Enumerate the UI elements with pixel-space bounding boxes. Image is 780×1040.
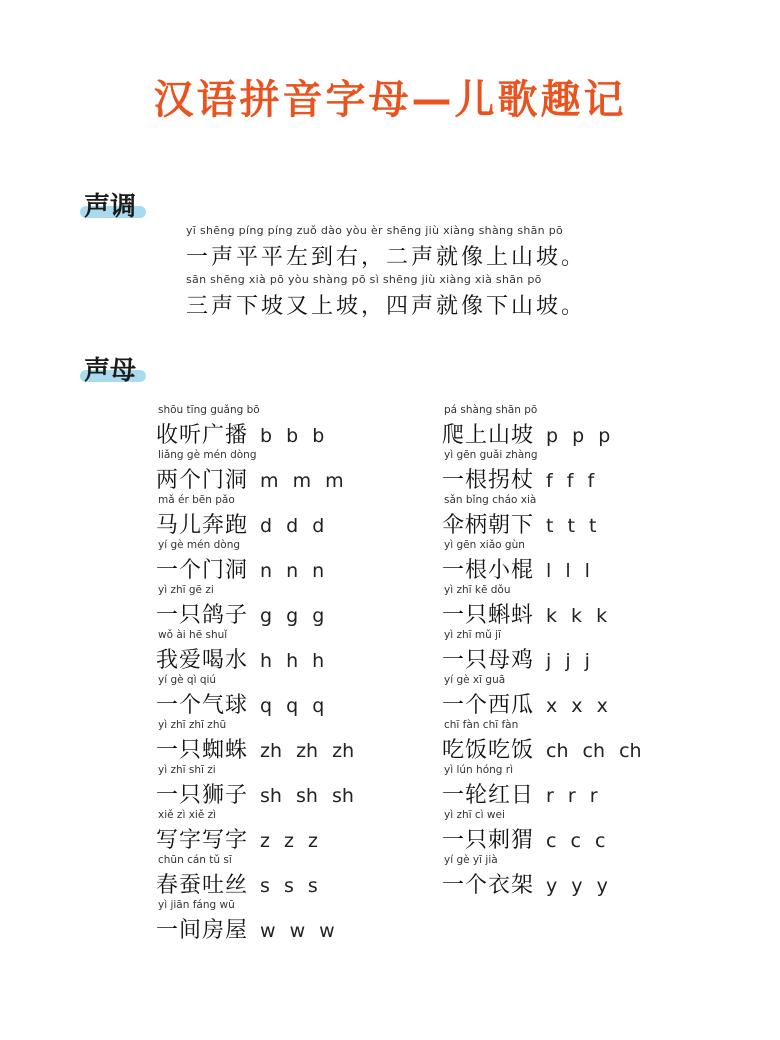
rhyme-pinyin: yí gè yī jià [444,854,498,866]
consonant-rhyme [156,404,324,449]
rhyme-text: 一根小棍 [442,558,535,583]
consonant-rhyme [442,584,607,629]
consonant-letters: n n n [260,560,325,582]
rhyme-pinyin: yì zhī mǔ jī [444,629,501,641]
consonant-letters: t t t [546,515,597,537]
rhyme-pinyin: liǎng gè mén dòng [158,449,257,461]
rhyme-text: 吃饭吃饭 [442,738,535,763]
consonant-rhyme [442,854,608,899]
rhyme-pinyin: pá shàng shān pō [444,404,538,416]
rhyme-pinyin: sǎn bǐng cháo xià [444,494,537,506]
rhyme-row [156,508,324,539]
page-title: 汉语拼音字母—儿歌趣记 [153,77,627,123]
rhyme-pinyin: mǎ ér bēn pǎo [158,494,235,506]
rhyme-pinyin: chūn cán tǔ sī [158,854,232,866]
consonant-letters: y y y [546,875,608,897]
consonant-rhyme [156,674,324,719]
rhyme-row [156,463,344,494]
consonant-rhyme [156,854,318,899]
rhyme-pinyin: yì jiān fáng wū [158,899,235,911]
consonant-letters: w w w [260,920,335,942]
consonant-rhyme [442,719,642,764]
rhyme-text: 我爱喝水 [156,648,249,673]
consonant-rhyme [442,449,594,494]
rhyme-pinyin: yì zhī gē zi [158,584,214,596]
rhyme-pinyin: yì zhī cì wei [444,809,505,821]
consonant-rhyme [156,629,324,674]
rhyme-pinyin: shōu tīng guǎng bō [158,404,260,416]
rhyme-text: 爬上山坡 [442,423,535,448]
rhyme-pinyin: yí gè qì qiú [158,674,217,686]
consonant-rhyme [156,899,335,944]
consonant-letters: m m m [260,470,344,492]
consonant-letters: d d d [260,515,325,537]
rhyme-text: 春蚕吐丝 [156,873,249,898]
rhyme-row [442,418,610,449]
consonant-letters: h h h [260,650,325,672]
rhyme-row [442,598,607,629]
consonant-rhyme [442,629,590,674]
rhyme-text: 一个门洞 [156,558,249,583]
rhyme-row [156,733,354,764]
consonant-letters: f f f [546,470,595,492]
rhyme-row [442,463,594,494]
rhyme-row [156,643,324,674]
rhyme-row [156,778,354,809]
rhyme-text: 一个衣架 [442,873,535,898]
rhyme-text: 写字写字 [156,828,249,853]
consonant-letters: r r r [546,785,598,807]
rhyme-text: 两个门洞 [156,468,249,493]
tone-line [186,224,586,271]
rhyme-pinyin: yì zhī zhī zhū [158,719,227,731]
consonant-rhyme [442,494,596,539]
rhyme-pinyin: chī fàn chī fàn [444,719,519,731]
rhyme-text: 一个西瓜 [442,693,535,718]
consonant-rhyme [156,764,354,809]
consonant-letters: s s s [260,875,318,897]
rhyme-text: 一间房屋 [156,918,249,943]
consonant-rhyme [442,539,590,584]
rhyme-text: 一只狮子 [156,783,249,808]
rhyme-pinyin: yí gè xī guā [444,674,506,686]
tones-heading-label: 声调 [84,192,137,222]
rhyme-pinyin: yì gēn xiǎo gùn [444,539,525,551]
rhyme-row [442,823,605,854]
consonant-rhyme [156,584,324,629]
rhyme-text: 一轮红日 [442,783,535,808]
rhyme-row [442,688,608,719]
consonant-rhyme [442,764,598,809]
consonant-rhyme [442,809,605,854]
consonant-rhyme [156,719,354,764]
consonant-letters: ch ch ch [546,740,642,762]
rhyme-row [156,598,324,629]
consonant-letters: g g g [260,605,325,627]
rhyme-text: 一只蜘蛛 [156,738,249,763]
tone-line [186,273,586,320]
consonant-letters: z z z [260,830,319,852]
consonant-rhyme [442,674,608,719]
rhyme-row [442,643,590,674]
rhyme-row [442,778,598,809]
consonant-letters: c c c [546,830,606,852]
tone-line-pinyin: sān shēng xià pō yòu shàng pō sì shēng jiù xiàng xià shān pō [186,273,542,286]
consonant-letters: p p p [546,425,611,447]
consonant-letters: b b b [260,425,325,447]
consonant-rhyme [156,809,318,854]
consonant-letters: sh sh sh [260,785,354,807]
rhyme-row [442,508,596,539]
rhyme-row [442,733,642,764]
tone-line-pinyin: yī shēng píng píng zuǒ dào yòu èr shēng jiù xiàng shàng shān pō [186,224,564,237]
rhyme-pinyin: yì zhī kē dǒu [444,584,511,596]
tone-line-text: 一声平平左到右，二声就像上山坡。 [186,245,587,270]
rhyme-row [156,688,324,719]
tone-line-text: 三声下坡又上坡，四声就像下山坡。 [186,294,587,319]
consonant-letters: q q q [260,695,325,717]
rhyme-text: 伞柄朝下 [442,513,535,538]
rhyme-row [156,418,324,449]
rhyme-pinyin: yí gè mén dòng [158,539,241,551]
rhyme-text: 收听广播 [156,423,249,448]
consonant-rhyme [156,449,344,494]
rhyme-pinyin: wǒ ài hē shuǐ [158,629,228,641]
rhyme-row [156,823,318,854]
rhyme-text: 一根拐杖 [442,468,535,493]
rhyme-pinyin: yì gēn guǎi zhàng [444,449,538,461]
consonant-rhyme [156,539,324,584]
consonant-rhyme [156,494,324,539]
initials-heading-label: 声母 [84,356,137,386]
rhyme-text: 马儿奔跑 [156,513,249,538]
rhyme-pinyin: yì lún hóng rì [444,764,514,776]
rhyme-text: 一个气球 [156,693,249,718]
rhyme-pinyin: xiě zì xiě zì [158,809,217,821]
consonant-letters: x x x [546,695,608,717]
consonant-letters: k k k [546,605,608,627]
consonant-letters: l l l [546,560,590,582]
rhyme-text: 一只刺猬 [442,828,535,853]
consonant-letters: j j j [546,650,590,672]
rhyme-row [442,868,608,899]
rhyme-row [156,913,335,944]
rhyme-text: 一只蝌蚪 [442,603,535,628]
rhyme-pinyin: yì zhī shī zi [158,764,216,776]
rhyme-text: 一只母鸡 [442,648,535,673]
rhyme-row [442,553,590,584]
rhyme-row [156,868,318,899]
rhyme-text: 一只鸽子 [156,603,249,628]
consonant-rhyme [442,404,610,449]
rhyme-row [156,553,324,584]
consonant-letters: zh zh zh [260,740,355,762]
